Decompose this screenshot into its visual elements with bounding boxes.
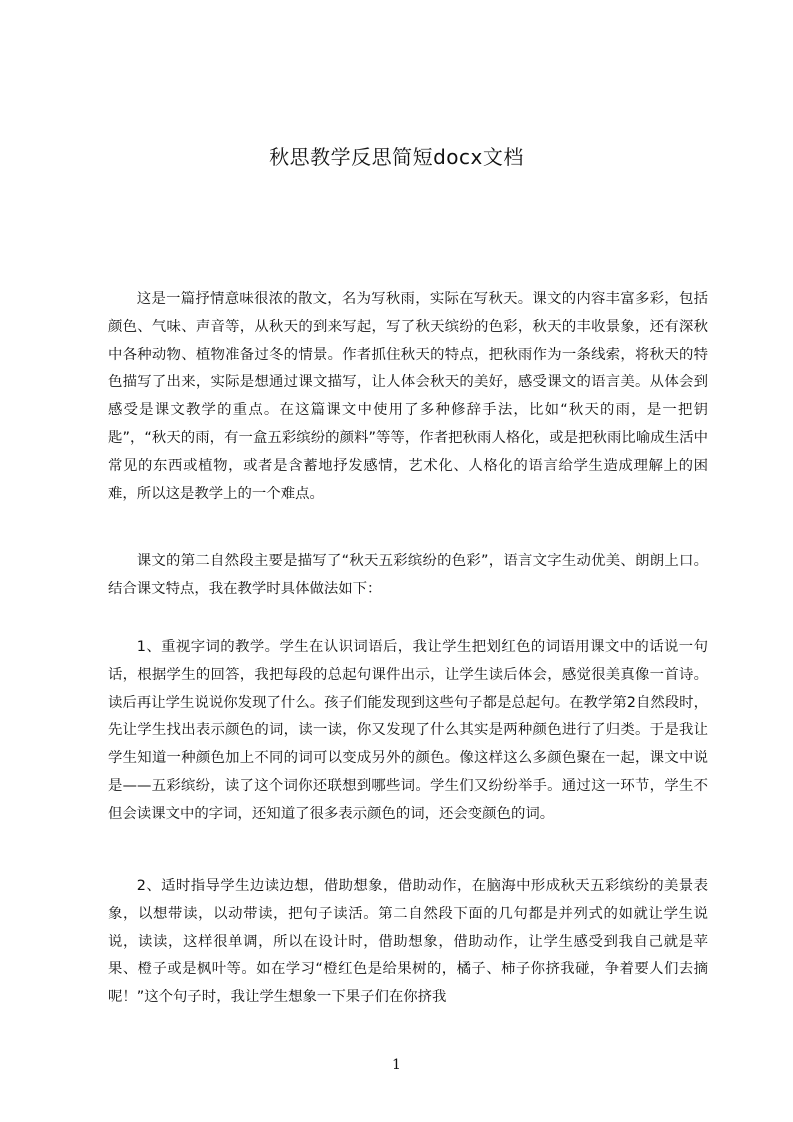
body-paragraph-3: 1、重视字词的教学。学生在认识词语后，我让学生把划红色的词语用课文中的话说一句话，根据学生的回答，我把每段的总起句课件出示，让学生读后体会，感觉很美真像一首诗。读后再让学生说说你发现了什么。孩子们能发现到这些句子都是总起句。在教学第2自然段时，先让学生找出表示颜色的词，读一读，你又发现了什么其实是两种颜色进行了归类。于是我让学生知道一种颜色加上不同的词可以变成另外的颜色。像这样这么多颜色聚在一起，课文中说是——五彩缤纷，读了这个词你还联想到哪些词。学生们又纷纷举手。通过这一环节，学生不但会读课文中的字词，还知道了很多表示颜色的词，还会变颜色的词。: [108, 639, 708, 822]
document-title: 秋思教学反思简短docx文档: [269, 145, 524, 169]
body-paragraph-2: 课文的第二自然段主要是描写了“秋天五彩缤纷的色彩”，语言文字生动优美、朗朗上口。结合课文特点，我在教学时具体做法如下：: [108, 553, 708, 597]
body-paragraph-4: 2、适时指导学生边读边想，借助想象，借助动作，在脑海中形成秋天五彩缤纷的美景表象，以想带读，以动带读，把句子读活。第二自然段下面的几句都是并列式的如就让学生说说，读读，这样很单调，所以在设计时，借助想象，借助动作，让学生感受到我自己就是苹果、橙子或是枫叶等。如在学习“橙红色是给果树的，橘子、柿子你挤我碰，争着要人们去摘呢！”这个句子时，我让学生想象一下果子们在你挤我: [108, 878, 708, 1006]
page-number: 1: [392, 1057, 401, 1073]
body-paragraph-1: 这是一篇抒情意味很浓的散文，名为写秋雨，实际在写秋天。课文的内容丰富多彩，包括颜色、气味、声音等，从秋天的到来写起，写了秋天缤纷的色彩，秋天的丰收景象，还有深秋中各种动物、植物准备过冬的情景。作者抓住秋天的特点，把秋雨作为一条线索，将秋天的特色描写了出来，实际是想通过课文描写，让人体会秋天的美好，感受课文的语言美。从体会到感受是课文教学的重点。在这篇课文中使用了多种修辞手法，比如“秋天的雨，是一把钥匙”，“秋天的雨，有一盒五彩缤纷的颜料”等等，作者把秋雨人格化，或是把秋雨比喻成生活中常见的东西或植物，或者是含蓄地抒发感情，艺术化、人格化的语言给学生造成理解上的困难，所以这是教学上的一个难点。: [108, 291, 708, 502]
